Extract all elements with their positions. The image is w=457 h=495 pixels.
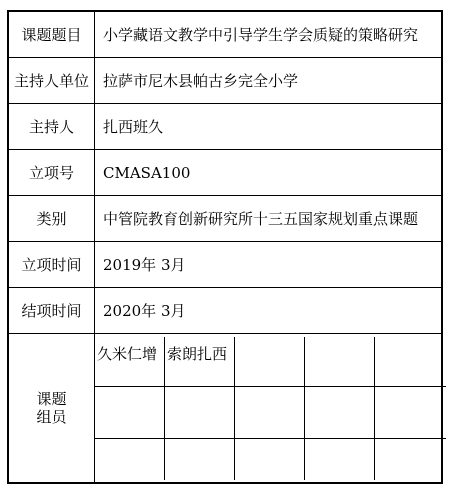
member-empty-cell xyxy=(95,387,165,439)
project-number-label: 立项号 xyxy=(9,150,95,196)
project-info-table xyxy=(8,11,442,483)
member-empty-cell xyxy=(235,337,305,387)
row-host-unit xyxy=(9,58,442,104)
host-unit-label: 主持人单位 xyxy=(9,58,95,104)
row-category xyxy=(9,196,442,242)
member-empty-cell xyxy=(305,337,375,387)
row-host xyxy=(9,104,442,150)
project-title-label: 课题题目 xyxy=(9,12,95,58)
approval-date-label: 立项时间 xyxy=(9,242,95,288)
member-empty-cell xyxy=(165,439,235,480)
members-label-line1: 课题 xyxy=(36,390,67,408)
category-value: 中管院教育创新研究所十三五国家规划重点课题 xyxy=(95,196,442,242)
completion-date-label: 结项时间 xyxy=(9,288,95,334)
member-name: 索朗扎西 xyxy=(165,337,235,387)
row-members xyxy=(9,334,442,483)
member-empty-cell xyxy=(305,387,375,439)
member-empty-cell xyxy=(375,387,446,439)
host-label: 主持人 xyxy=(9,104,95,150)
member-name: 久米仁增 xyxy=(95,337,165,387)
member-empty-cell xyxy=(375,439,446,480)
approval-date-value: 2019年 3月 xyxy=(95,242,442,288)
category-label: 类别 xyxy=(9,196,95,242)
completion-date-value: 2020年 3月 xyxy=(95,288,442,334)
row-project-number xyxy=(9,150,442,196)
member-empty-cell xyxy=(375,337,446,387)
members-label xyxy=(9,334,95,483)
member-empty-cell xyxy=(165,387,235,439)
host-unit-value: 拉萨市尼木县帕古乡完全小学 xyxy=(95,58,442,104)
project-info-sheet xyxy=(7,10,443,484)
member-empty-cell xyxy=(305,439,375,480)
members-label-line2: 组员 xyxy=(36,408,67,426)
row-approval-date xyxy=(9,242,442,288)
members-grid xyxy=(95,337,441,480)
project-title-value: 小学藏语文教学中引导学生学会质疑的策略研究 xyxy=(95,12,442,58)
member-empty-cell xyxy=(95,439,165,480)
row-completion-date xyxy=(9,288,442,334)
project-number-value: CMASA100 xyxy=(95,150,442,196)
row-project-title xyxy=(9,12,442,58)
member-empty-cell xyxy=(235,387,305,439)
member-empty-cell xyxy=(235,439,305,480)
host-value: 扎西班久 xyxy=(95,104,442,150)
members-grid-cell xyxy=(95,334,442,483)
